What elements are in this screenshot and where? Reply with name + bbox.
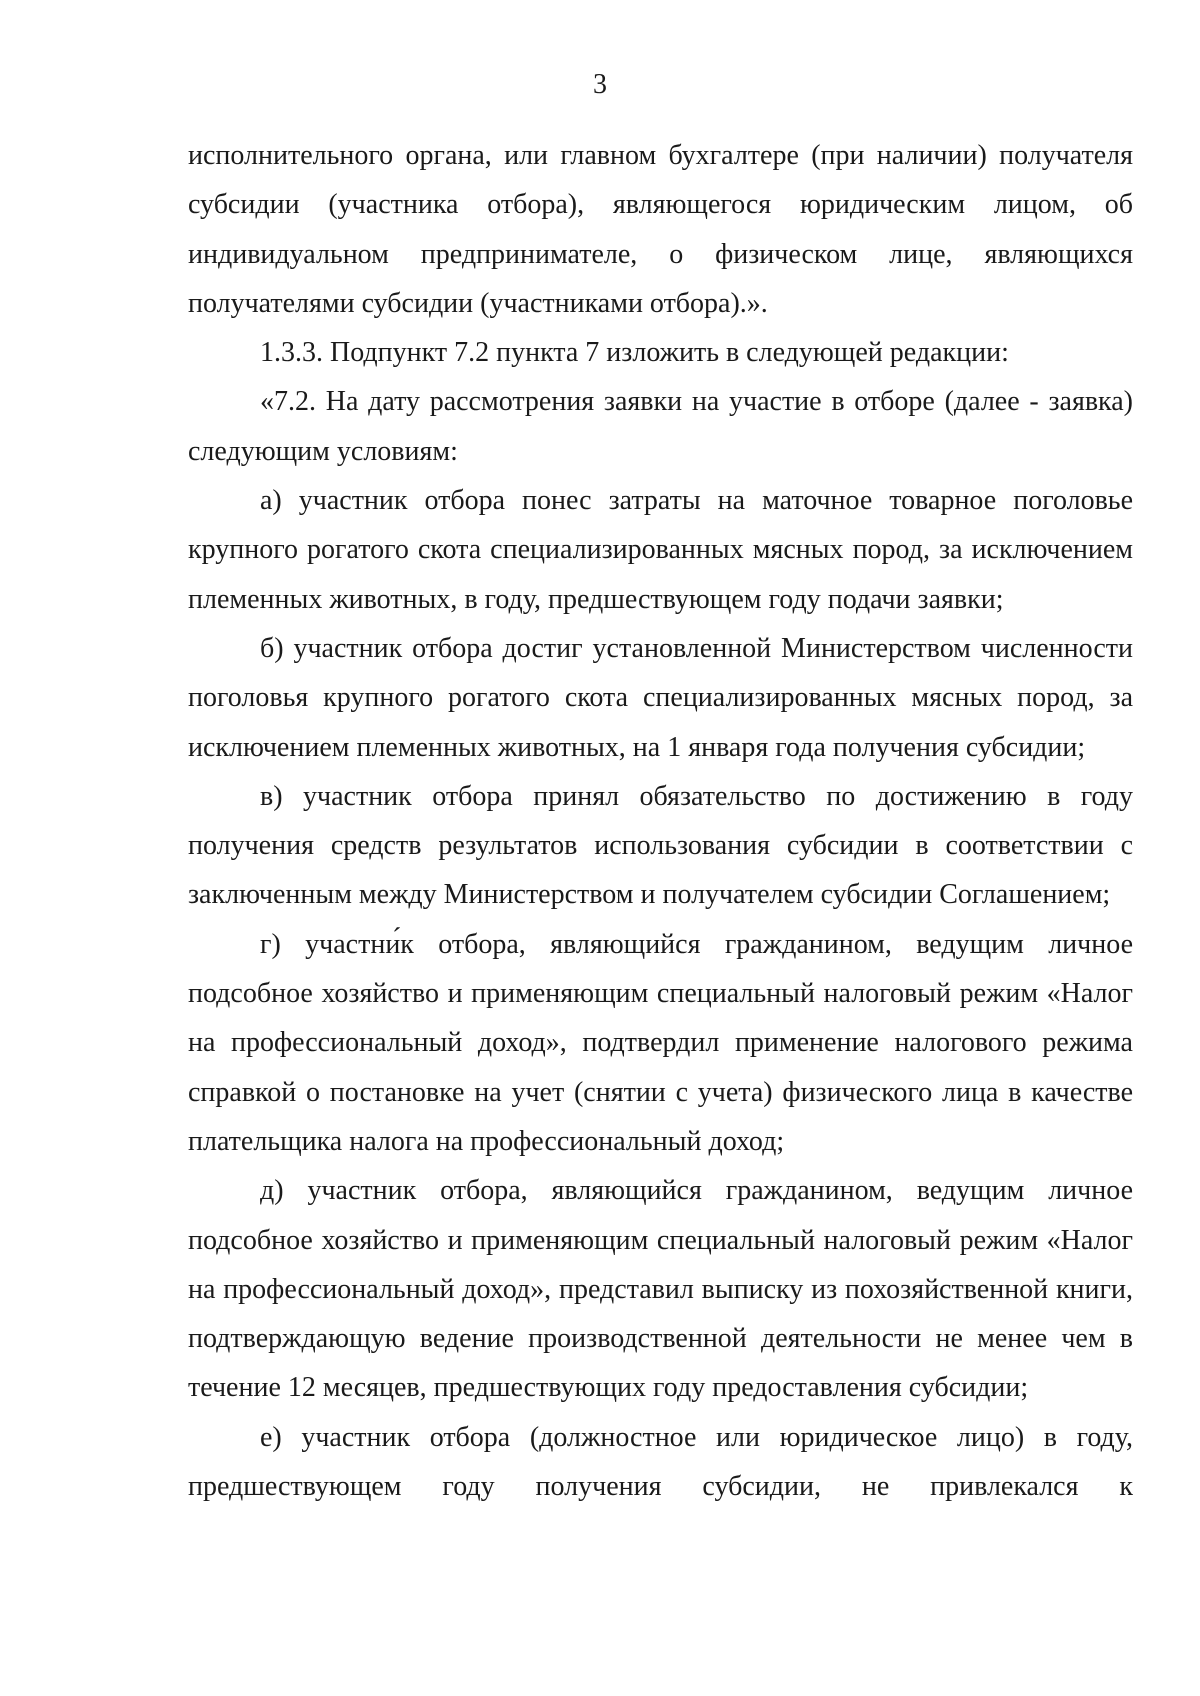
paragraph-continuation: исполнительного органа, или главном бухгалтере (при наличии) получателя субсидии (участника отбора), являющегося юридическим лицом, об индивидуальном предпринимателе, о физическом лице, являющихся получателями субсидии (участниками отбора).». [188,140,1133,319]
paragraph-item-d: д) участник отбора, являющийся гражданином, ведущим личное подсобное хозяйство и применяющим специальный налоговый режим «Налог на профессиональный доход», представил выписку из похозяйственной книги, подтверждающую ведение производственной деятельности не менее чем в течение 12 месяцев, предшествующих году предоставления субсидии; [188,1175,1133,1404]
paragraph-item-a: а) участник отбора понес затраты на маточное товарное поголовье крупного рогатого скота специализированных мясных пород, за исключением племенных животных, в году, предшествующем году подачи заявки; [188,485,1133,615]
paragraph-item-g: г) участни́к отбора, являющийся гражданином, ведущим личное подсобное хозяйство и применяющим специальный налоговый режим «Налог на профессиональный доход», подтвердил применение налогового режима справкой о постановке на учет (снятии с учета) физического лица в качестве плательщика налога на профессиональный доход; [188,928,1133,1157]
paragraph-subclause-1-3-3: 1.3.3. Подпункт 7.2 пункта 7 изложить в следующей редакции: [260,337,1009,369]
page-number: 3 [593,69,607,100]
paragraph-clause-7-2: «7.2. На дату рассмотрения заявки на участие в отборе (далее - заявка) следующим условиям: [188,386,1133,467]
document-body [188,131,1133,1511]
paragraph-item-v: в) участник отбора принял обязательство по достижению в году получения средств результатов использования субсидии в соответствии с заключенным между Министерством и получателем субсидии Соглашением; [188,780,1133,911]
paragraph-item-e: е) участник отбора (должностное или юридическое лицо) в году, предшествующем году получения субсидии, не привлекался к [188,1421,1133,1503]
paragraph-item-b: б) участник отбора достиг установленной Министерством численности поголовья крупного рогатого скота специализированных мясных пород, за исключением племенных животных, на 1 января года получения субсидии; [188,632,1133,763]
